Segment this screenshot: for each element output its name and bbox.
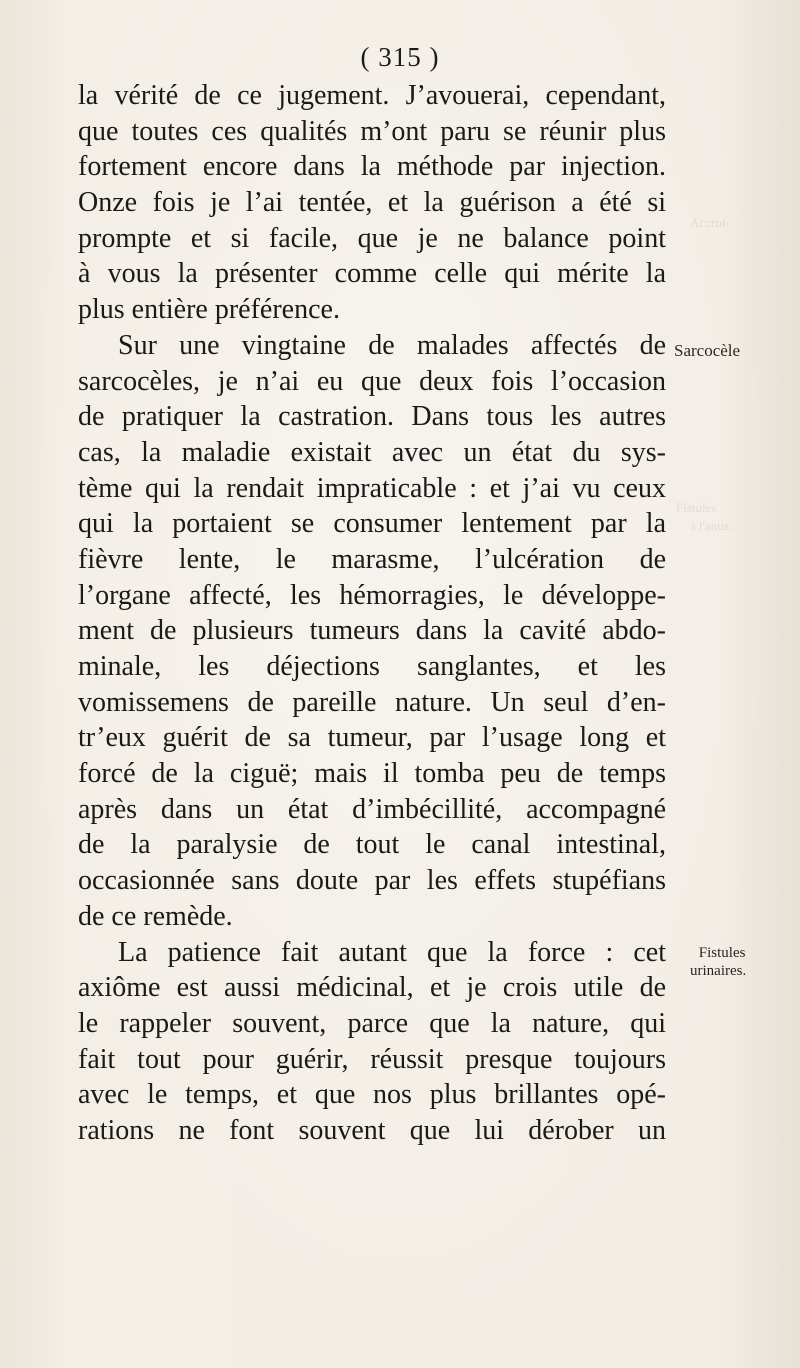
text-line: avec le temps, et que nos plus brillantes opé-	[78, 1079, 666, 1111]
bleed-through-mark: Fistules	[676, 500, 717, 515]
text-line: tr’eux guérit de sa tumeur, par l’usage long et	[78, 722, 666, 754]
text-line: ment de plusieurs tumeurs dans la cavité abdo-	[78, 615, 666, 647]
margin-note-sarcocele: Sarcocèle	[674, 341, 741, 360]
text-line: que toutes ces qualités m’ont paru se réunir plus	[78, 115, 666, 147]
text-line: sarcocèles, je n’ai eu que deux fois l’occasion	[78, 365, 666, 397]
margin-note-fistules-line1: Fistules	[698, 945, 746, 961]
text-line: minale, les déjections sanglantes, et les	[78, 651, 666, 682]
page-number: ( 315 )	[360, 42, 440, 72]
text-line: tème qui la rendait impraticable : et j’ai vu ceux	[78, 472, 666, 504]
text-line: prompte et si facile, que je ne balance point	[78, 222, 666, 254]
text-line: forcé de la ciguë; mais il tomba peu de temps	[78, 758, 666, 790]
text-line: fortement encore dans la méthode par injection.	[78, 151, 666, 183]
text-line: après dans un état d’imbécillité, accompagné	[78, 793, 666, 825]
text-line: de la paralysie de tout le canal intestinal,	[78, 829, 666, 861]
text-line: axiôme est aussi médicinal, et je crois utile de	[78, 972, 666, 1004]
paragraph-start-line: La patience fait autant que la force : cet	[118, 936, 666, 968]
text-line: la vérité de ce jugement. J’avouerai, cependant,	[78, 80, 666, 111]
text-line: rations ne font souvent que lui dérober un	[78, 1114, 666, 1146]
bleed-through-mark: à l'anus.	[690, 518, 733, 533]
text-line: à vous la présenter comme celle qui mérite la	[78, 258, 666, 290]
paragraph-start-line: Sur une vingtaine de malades affectés de	[118, 329, 666, 361]
text-line: cas, la maladie existait avec un état du sys-	[78, 436, 666, 468]
margin-note-fistules	[690, 944, 747, 980]
text-line: vomissemens de pareille nature. Un seul d’en-	[78, 686, 666, 718]
text-line: fièvre lente, le marasme, l’ulcération de	[78, 543, 666, 575]
text-line: l’organe affecté, les hémorragies, le développe-	[78, 579, 666, 611]
text-line: fait tout pour guérir, réussit presque toujours	[78, 1043, 666, 1075]
text-line: qui la portaient se consumer lentement par la	[78, 508, 666, 540]
margin-note-fistules-line2: urinaires.	[690, 963, 747, 979]
text-line: occasionnée sans doute par les effets stupéfians	[78, 865, 666, 897]
text-line: le rappeler souvent, parce que la nature, qui	[78, 1007, 666, 1039]
body-text	[78, 78, 666, 1149]
text-line: Onze fois je l’ai tentée, et la guérison a été si	[78, 187, 666, 219]
text-line: plus entière préférence.	[78, 294, 340, 326]
text-line: de ce remède.	[78, 900, 233, 932]
text-line: de pratiquer la castration. Dans tous les autres	[78, 401, 666, 433]
bleed-through-mark: Accroi-	[690, 215, 730, 230]
